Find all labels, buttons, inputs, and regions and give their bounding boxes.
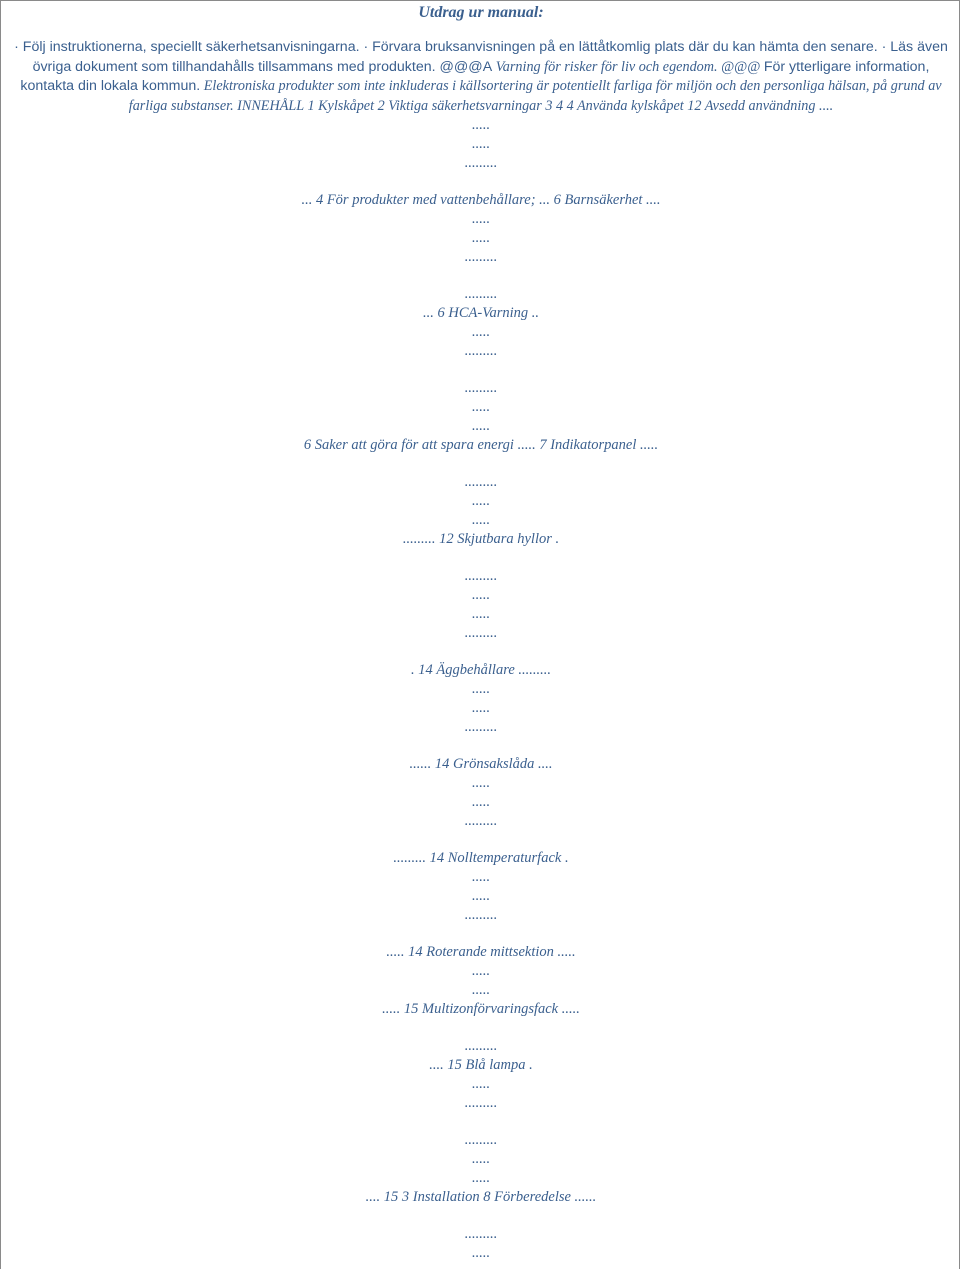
toc-line: . 14 Äggbehållare .........: [410, 662, 551, 679]
toc-line: .....: [471, 605, 491, 622]
toc-line: .........: [464, 342, 498, 359]
toc-line: .... 15 Blå lampa .: [429, 1057, 533, 1073]
toc-line: .........: [464, 474, 498, 491]
toc-line: .....: [471, 681, 491, 697]
toc-line: .....: [471, 963, 491, 979]
toc-line: .....: [471, 399, 491, 415]
toc-line: .....: [471, 587, 491, 603]
toc-line: .........: [464, 286, 498, 303]
page-title: Utdrag ur manual:: [418, 4, 544, 21]
toc-line: ... 6 HCA-Varning ..: [423, 305, 539, 321]
toc-line: .........: [464, 624, 498, 641]
toc-line: .....: [471, 981, 491, 998]
toc-line: .........: [464, 380, 498, 397]
toc-line: 6 Saker att göra för att spara energi ..... 7 Indikatorpanel .....: [303, 436, 659, 453]
toc-line: .........: [464, 906, 498, 923]
toc-line: .....: [471, 135, 491, 152]
toc-line: .....: [471, 417, 491, 434]
toc-line: .....: [471, 493, 491, 509]
intro-sentence-warning: Varning för risker för liv och egendom. @@@: [495, 58, 761, 75]
toc-line: .....: [471, 775, 491, 791]
toc-line: .........: [464, 154, 498, 171]
toc-line: .....: [471, 699, 491, 716]
toc-line: .........: [464, 1038, 498, 1055]
toc-line: .....: [471, 229, 491, 246]
intro-sentence-info: För ytterligare information, kontakta din lokala kommun.: [20, 58, 930, 95]
toc-line: .....: [471, 323, 491, 340]
toc-line: .....: [471, 1075, 491, 1092]
toc-line: ......... 12 Skjutbara hyllor .: [402, 530, 560, 547]
toc-line: ...... 14 Grönsakslåda ....: [409, 756, 553, 773]
toc-line: ......... 14 Nolltemperaturfack .: [393, 850, 569, 867]
toc-line: .....: [471, 887, 491, 904]
toc-line: ..... 14 Roterande mittsektion .....: [386, 944, 576, 961]
toc-line: .....: [471, 511, 491, 528]
toc-line: ... 4 För produkter med vattenbehållare; ... 6 Barnsäkerhet ....: [301, 192, 661, 209]
intro-sentence-contents: Elektroniska produkter som inte inkluderas i källsortering är potentiellt farliga för miljön och den personliga hälsan, på grund av farliga substanser. INNEHÅLL 1 Kylskåpet 2 Viktiga säkerhetsvarningar 3 4 4 Använda kylskåpet 12 Avsedd användning ....: [128, 78, 942, 114]
toc-line: .........: [464, 812, 498, 829]
toc-line: .........: [464, 1094, 498, 1111]
toc-line: .....: [471, 869, 491, 885]
toc-line: .........: [464, 718, 498, 735]
toc-line: .....: [471, 117, 491, 133]
toc-line: .... 15 3 Installation 8 Förberedelse ......: [365, 1188, 597, 1205]
toc-line: .........: [464, 248, 498, 265]
toc-line: .....: [471, 1245, 491, 1261]
intro-sentence-safety: · Följ instruktionerna, speciellt säkerhetsanvisningarna. · Förvara bruksanvisningen på en lättåtkomlig plats där du kan hämta den senare. · Läs även övriga dokument som tillhandahålls tillsammans med produkten. @@@A: [14, 39, 948, 75]
toc-line: .....: [471, 1151, 491, 1167]
intro-paragraph: [7, 38, 955, 116]
toc-line: .........: [464, 1226, 498, 1243]
toc-line: .....: [471, 793, 491, 810]
toc-line: .....: [471, 211, 491, 227]
toc-line: .....: [471, 1169, 491, 1186]
toc-line: .........: [464, 568, 498, 585]
toc-line: ..... 15 Multizonförvaringsfack .....: [382, 1000, 580, 1017]
toc-line: .........: [464, 1132, 498, 1149]
